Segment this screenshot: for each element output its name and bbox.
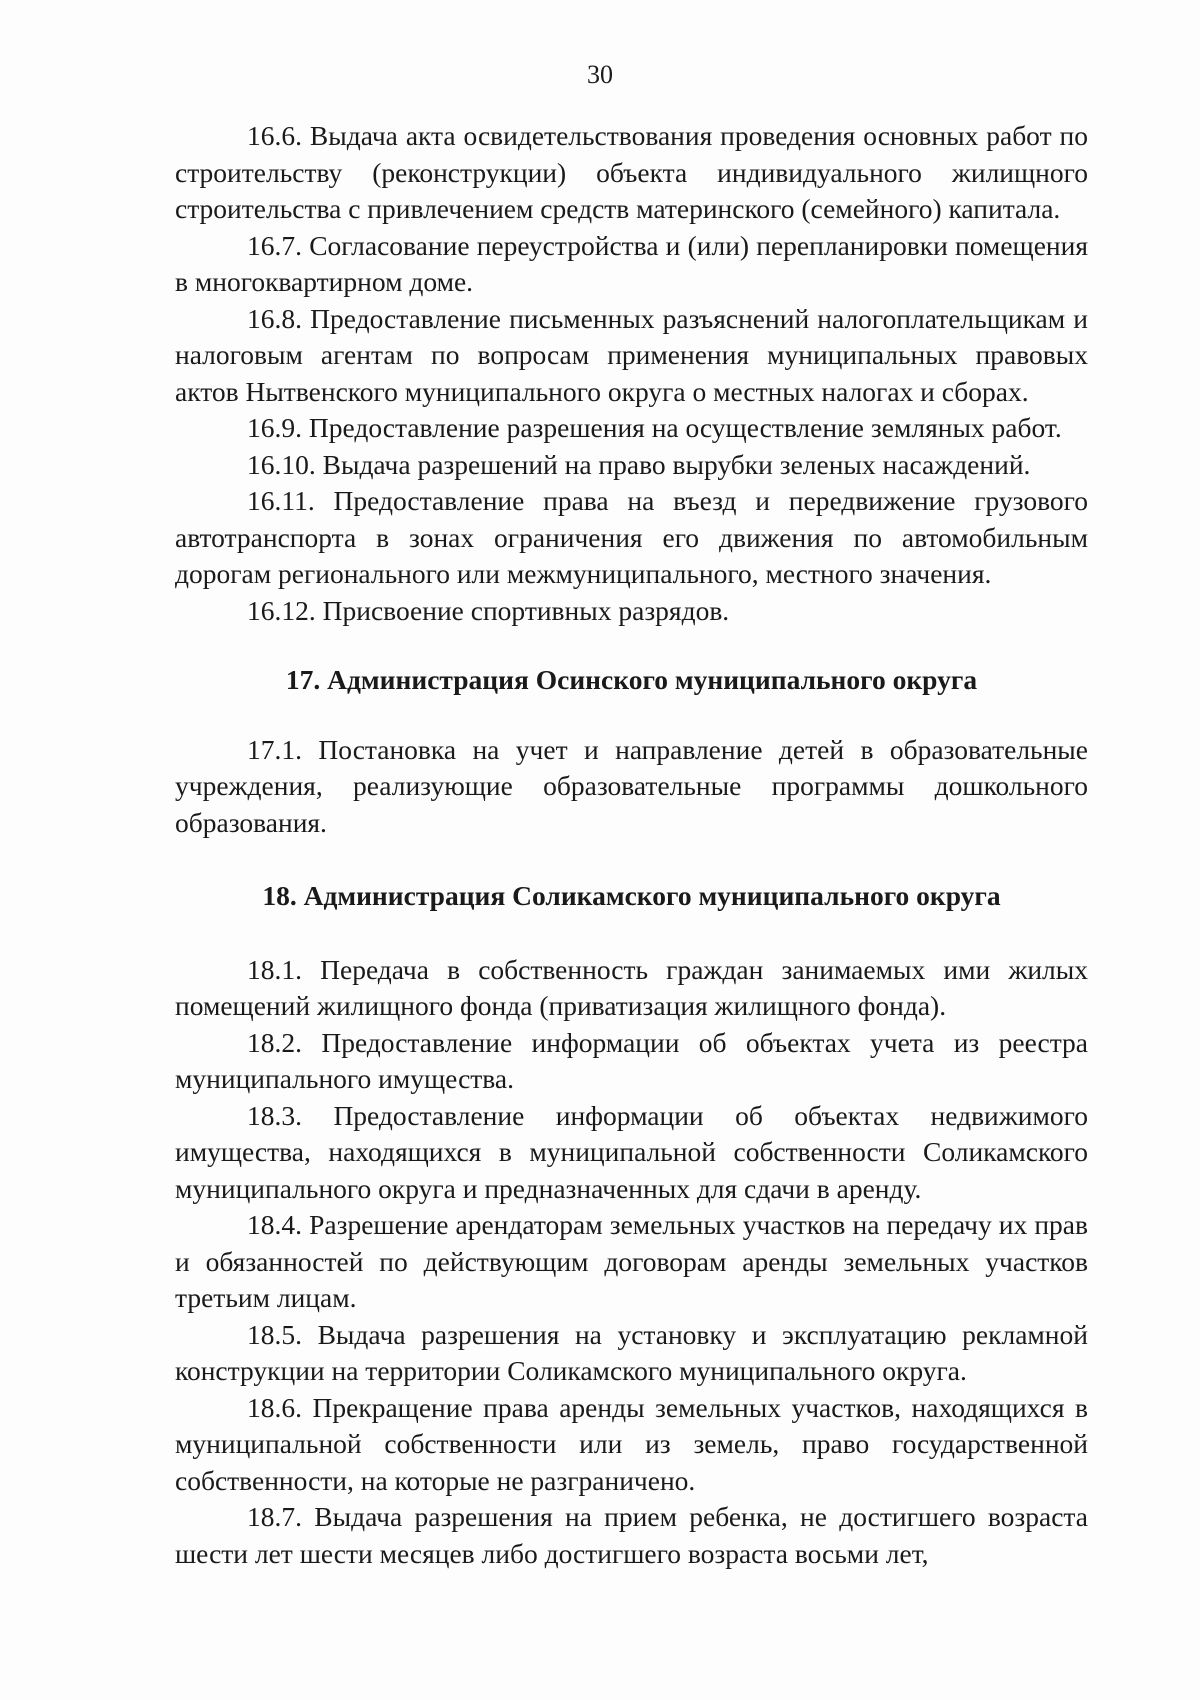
paragraph-16-7: 16.7. Согласование переустройства и (или) перепланировки помещения в многоквартирном доме. — [175, 229, 1088, 297]
paragraph-18-3: 18.3. Предоставление информации об объектах недвижимого имущества, находящихся в муниципальной собственности Соликамского муниципального округа и предназначенных для сдачи в аренду. — [175, 1099, 1088, 1204]
paragraph-18-1: 18.1. Передача в собственность граждан занимаемых ими жилых помещений жилищного фонда (приватизация жилищного фонда). — [175, 953, 1088, 1021]
page-number: 30 — [587, 60, 613, 89]
paragraph-16-6: 16.6. Выдача акта освидетельствования проведения основных работ по строительству (реконструкции) объекта индивидуального жилищного строительства с привлечением средств материнского (семейного) капитала. — [175, 120, 1088, 224]
paragraph-17-1: 17.1. Постановка на учет и направление детей в образовательные учреждения, реализующие образовательные программы дошкольного образования. — [175, 733, 1088, 838]
paragraph-18-5: 18.5. Выдача разрешения на установку и эксплуатацию рекламной конструкции на территории Соликамского муниципального округа. — [175, 1318, 1088, 1386]
paragraph-16-8: 16.8. Предоставление письменных разъяснений налогоплательщикам и налоговым агентам по вопросам применения муниципальных правовых актов Нытвенского муниципального округа о местных налогах и сборах. — [175, 302, 1088, 407]
section-17-heading: 17. Администрация Осинского муниципального округа — [285, 664, 978, 695]
paragraph-16-10: 16.10. Выдача разрешений на право вырубки зеленых насаждений. — [247, 448, 1031, 480]
paragraph-18-6: 18.6. Прекращение права аренды земельных участков, находящихся в муниципальной собственности или из земель, право государственной собственности, на которые не разграничено. — [175, 1391, 1088, 1496]
paragraph-16-11: 16.11. Предоставление права на въезд и передвижение грузового автотранспорта в зонах ограничения его движения по автомобильным дорогам регионального или межмуниципального, местного значения. — [175, 485, 1088, 589]
paragraph-18-4: 18.4. Разрешение арендаторам земельных участков на передачу их прав и обязанностей по действующим договорам аренды земельных участков третьим лицам. — [175, 1209, 1088, 1313]
section-18-heading: 18. Администрация Соликамского муниципального округа — [262, 880, 1001, 911]
paragraph-16-12: 16.12. Присвоение спортивных разрядов. — [247, 594, 730, 626]
paragraph-18-2: 18.2. Предоставление информации об объектах учета из реестра муниципального имущества. — [175, 1026, 1088, 1094]
paragraph-18-7: 18.7. Выдача разрешения на прием ребенка, не достигшего возраста шести лет шести месяцев либо достигшего возраста восьми лет, — [175, 1501, 1088, 1569]
paragraph-16-9: 16.9. Предоставление разрешения на осуществление земляных работ. — [247, 412, 1062, 443]
document-body — [175, 118, 1088, 1572]
